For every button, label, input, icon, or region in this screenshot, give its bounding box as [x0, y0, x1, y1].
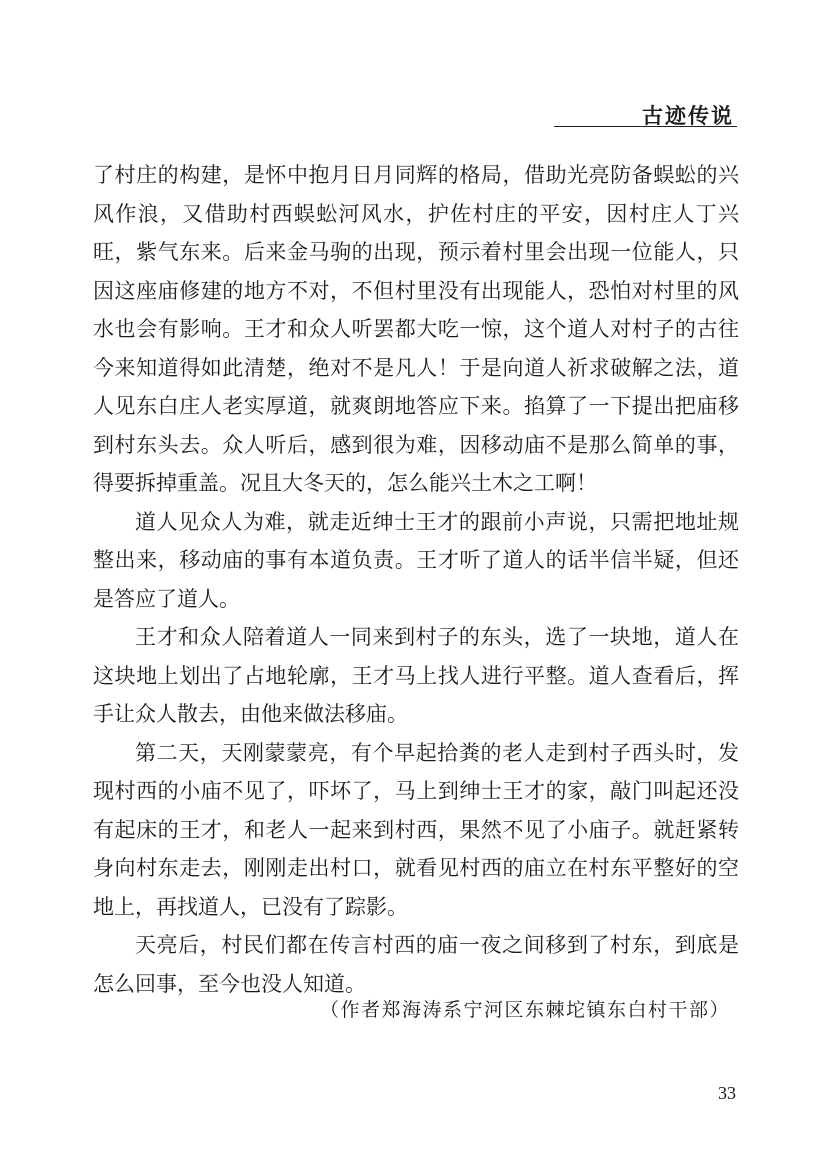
- page-number: 33: [718, 1083, 736, 1103]
- paragraph-continued: 了村庄的构建，是怀中抱月日月同辉的格局，借助光亮防备蜈蚣的兴风作浪，又借助村西蜈蚣河风水，护佐村庄的平安，因村庄人丁兴旺，紫气东来。后来金马驹的出现，预示着村里会出现一位能人，只因这座庙修建的地方不对，不但村里没有出现能人，恐怕对村里的风水也会有影响。王才和众人听罢都大吃一惊，这个道人对村子的古往今来知道得如此清楚，绝对不是凡人！于是向道人祈求破解之法，道人见东白庄人老实厚道，就爽朗地答应下来。掐算了一下提出把庙移到村东头去。众人听后，感到很为难，因移动庙不是那么简单的事，得要拆掉重盖。况且大冬天的，怎么能兴土木之工啊！: [93, 163, 739, 495]
- article-body: [93, 156, 739, 1003]
- paragraph: 天亮后，村民们都在传言村西的庙一夜之间移到了村东，到底是怎么回事，至今也没人知道。: [93, 933, 739, 996]
- author-byline: （作者郑海涛系宁河区东棘坨镇东白村干部）: [319, 999, 730, 1021]
- running-header-title: 古迹传说: [642, 104, 734, 128]
- paragraph: 道人见众人为难，就走近绅士王才的跟前小声说，只需把地址规整出来，移动庙的事有本道负责。王才听了道人的话半信半疑，但还是答应了道人。: [93, 509, 739, 611]
- header-rule: [554, 126, 737, 127]
- paragraph: 第二天，天刚蒙蒙亮，有个早起拾粪的老人走到村子西头时，发现村西的小庙不见了，吓坏了，马上到绅士王才的家，敲门叫起还没有起床的王才，和老人一起来到村西，果然不见了小庙子。就赶紧转身向村东走去，刚刚走出村口，就看见村西的庙立在村东平整好的空地上，再找道人，已没有了踪影。: [93, 740, 739, 919]
- paragraph: 王才和众人陪着道人一同来到村子的东头，选了一块地，道人在这块地上划出了占地轮廓，王才马上找人进行平整。道人查看后，挥手让众人散去，由他来做法移庙。: [93, 625, 739, 726]
